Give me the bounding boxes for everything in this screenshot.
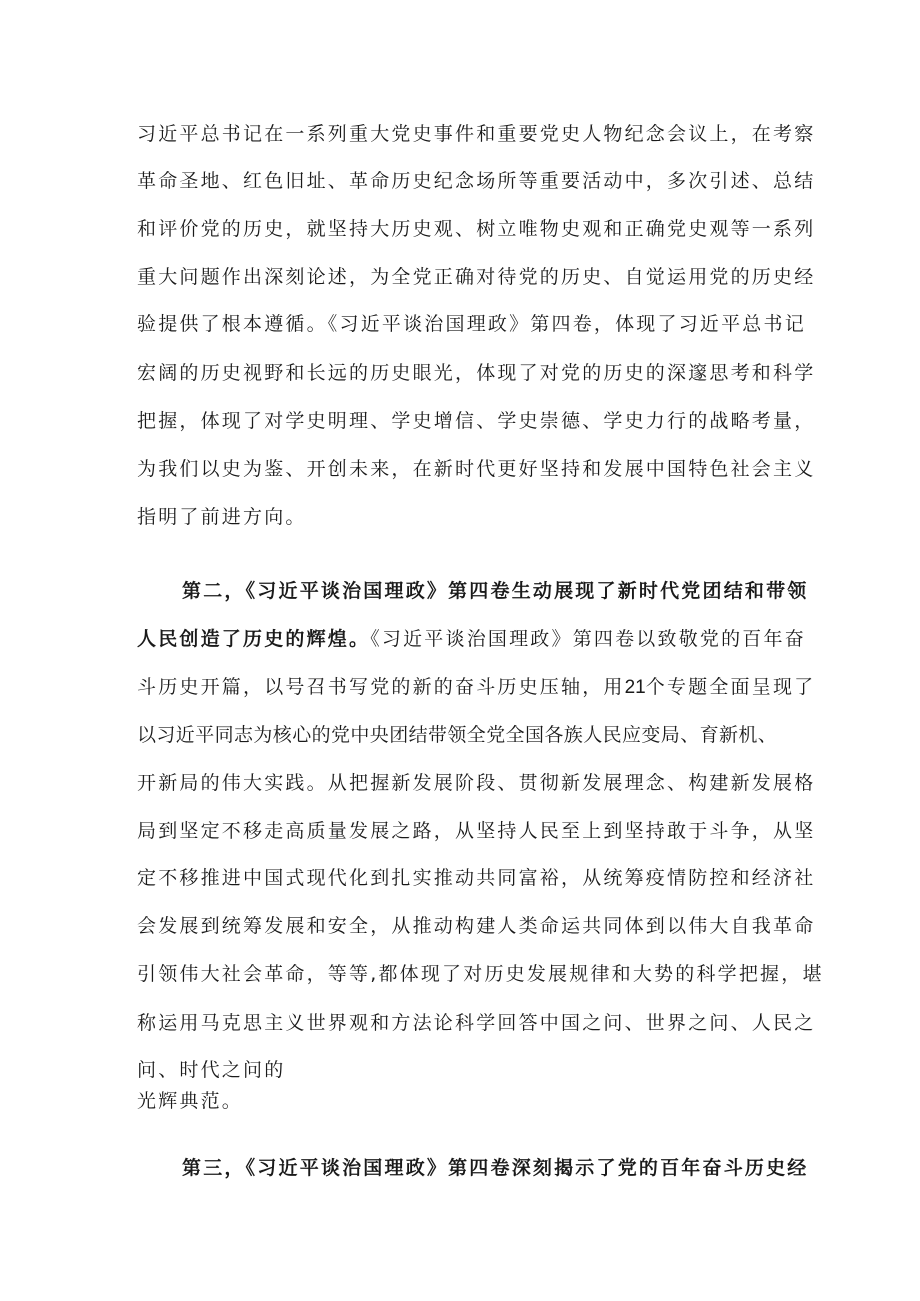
- paragraph-2-line-10: 称运用马克思主义世界观和方法论科学回答中国之问、世界之问、人民之: [137, 1012, 816, 1034]
- paragraph-2-heading: 第二，《习近平谈治国理政》第四卷生动展现了新时代党团结和带领: [182, 580, 809, 602]
- paragraph-2-line-5: 开新局的伟大实践。从把握新发展阶段、贯彻新发展理念、构建新发展格: [137, 772, 816, 794]
- paragraph-2-line-11: 问、时代之问的: [137, 1059, 286, 1081]
- paragraph-1-line-3: 和评价党的历史，就坚持大历史观、树立唯物史观和正确党史观等一系列: [137, 218, 816, 240]
- paragraph-2-line-8: 会发展到统筹发展和安全，从推动构建人类命运共同体到以伟大自我革命: [137, 915, 816, 937]
- paragraph-1-line-6: 宏阔的历史视野和长远的历史眼光，体现了对党的历史的深邃思考和科学: [137, 362, 816, 384]
- topic-count-number: 21: [624, 677, 646, 698]
- paragraph-2-heading-end: 人民创造了历史的辉煌。: [137, 628, 371, 650]
- paragraph-2-line-3-text-b: 个专题全面呈现了: [645, 676, 816, 698]
- paragraph-1-line-8: 为我们以史为鉴、开创未来，在新时代更好坚持和发展中国特色社会主义: [137, 458, 816, 480]
- paragraph-2-line-2: [137, 626, 806, 652]
- paragraph-1-line-5: 验提供了根本遵循。《习近平谈治国理政》第四卷，体现了习近平总书记: [137, 313, 806, 335]
- paragraph-2-line-2-text: 《习近平谈治国理政》第四卷以致敬党的百年奋: [370, 628, 806, 650]
- paragraph-2-line-6: 局到坚定不移走高质量发展之路，从坚持人民至上到坚持敢于斗争，从坚: [137, 820, 816, 842]
- paragraph-1-line-4: 重大问题作出深刻论述，为全党正确对待党的历史、自觉运用党的历史经: [137, 266, 816, 288]
- paragraph-2-line-3: [137, 674, 815, 701]
- paragraph-2-line-12: 光辉典范。: [137, 1090, 244, 1112]
- paragraph-2-line-4: 以习近平同志为核心的党中央团结带领全党全国各族人民应变局、育新机、: [137, 724, 778, 746]
- paragraph-1-line-7: 把握，体现了对学史明理、学史增信、学史崇德、学史力行的战略考量，: [137, 410, 816, 432]
- paragraph-2-line-9: 引领伟大社会革命，等等,都体现了对历史发展规律和大势的科学把握，堪: [137, 963, 824, 985]
- paragraph-1-line-1: 习近平总书记在一系列重大党史事件和重要党史人物纪念会议上，在考察: [137, 123, 816, 145]
- paragraph-2-line-7: 定不移推进中国式现代化到扎实推动共同富裕，从统筹疫情防控和经济社: [137, 867, 816, 889]
- paragraph-2-line-3-text-a: 斗历史开篇，以号召书写党的新的奋斗历史压轴，用: [137, 676, 625, 698]
- paragraph-1-line-2: 革命圣地、红色旧址、革命历史纪念场所等重要活动中，多次引述、总结: [137, 170, 816, 192]
- paragraph-1-line-9: 指明了前进方向。: [137, 506, 307, 528]
- paragraph-3-heading: 第三，《习近平谈治国理政》第四卷深刻揭示了党的百年奋斗历史经: [182, 1157, 809, 1179]
